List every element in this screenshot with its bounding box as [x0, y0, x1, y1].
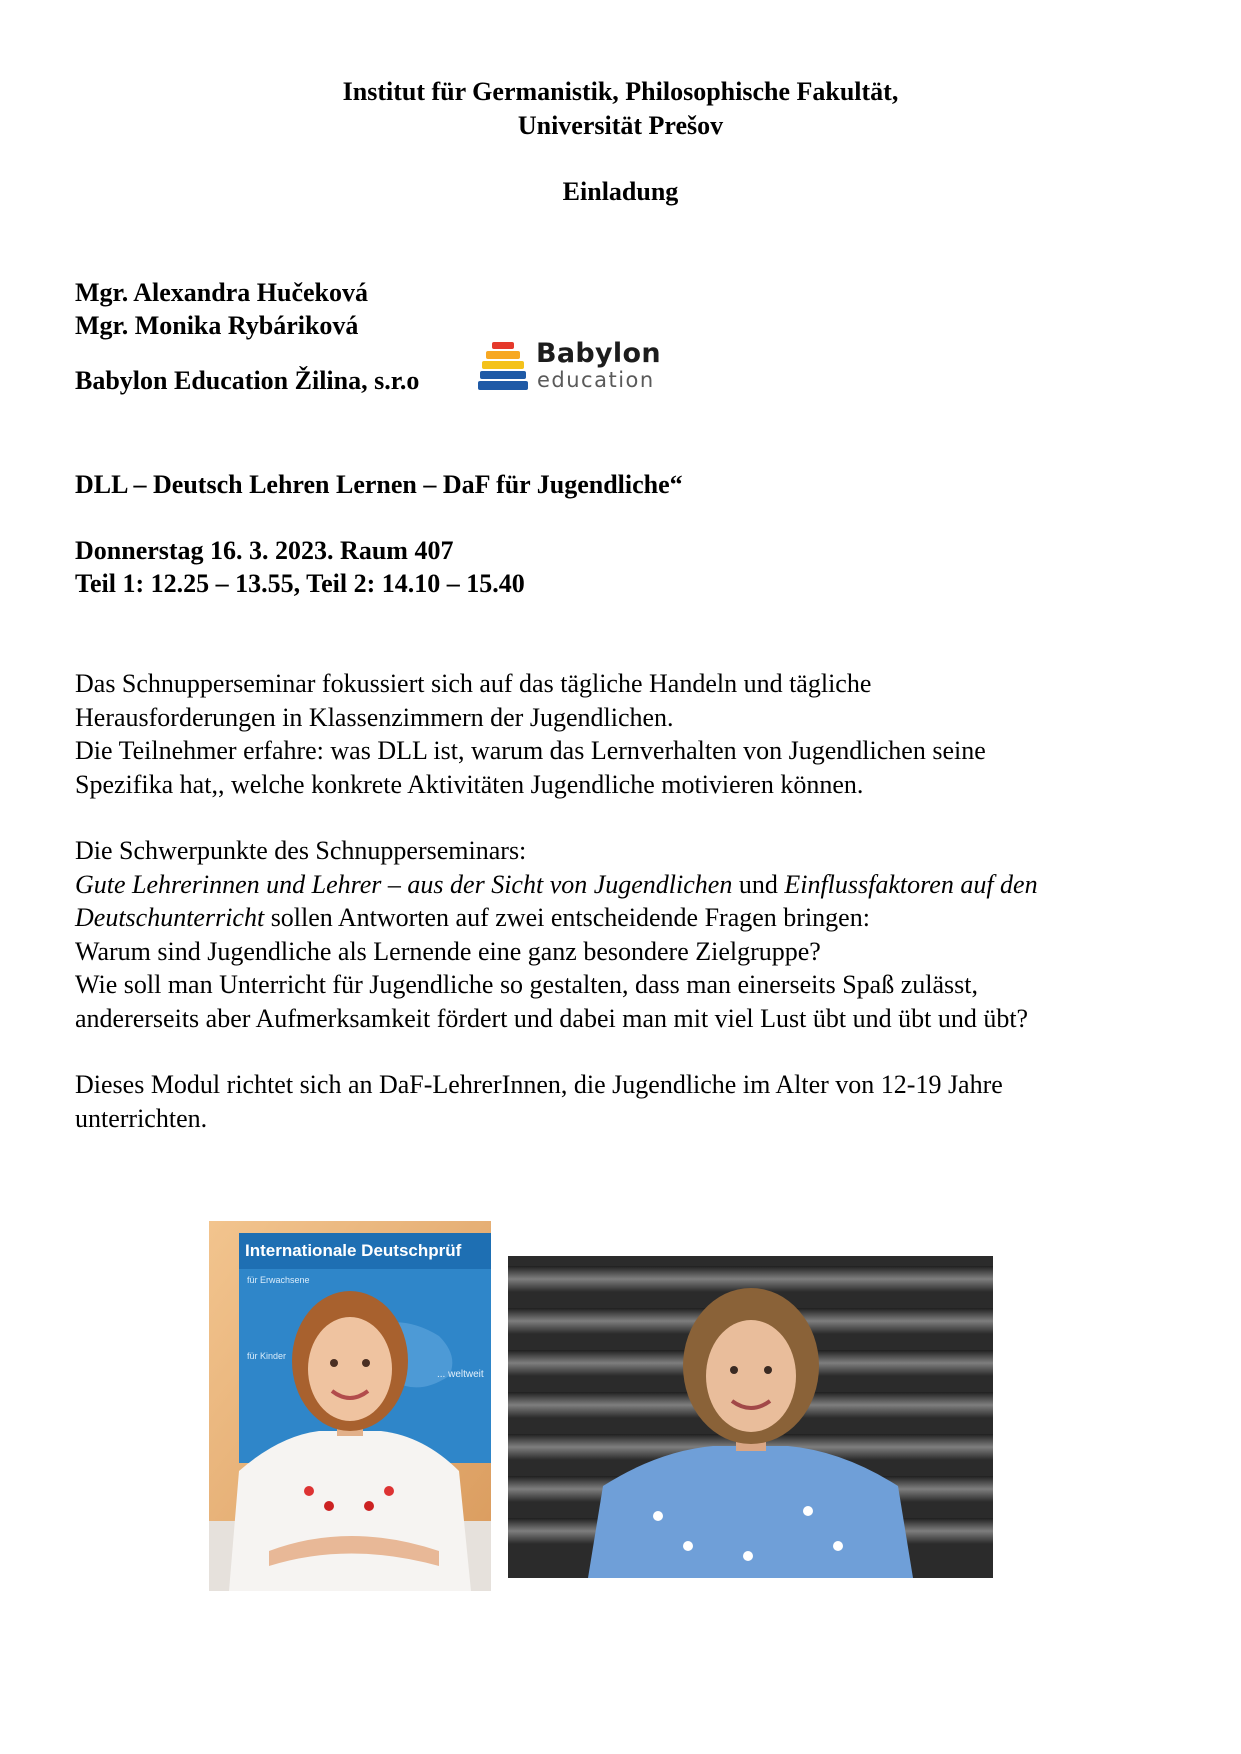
presenter-name-2: Mgr. Monika Rybáriková — [75, 311, 359, 340]
connector-text: und — [732, 869, 785, 899]
presenter-name-1: Mgr. Alexandra Hučeková — [75, 278, 368, 307]
event-time: Teil 1: 12.25 – 13.55, Teil 2: 14.10 – 15.40 — [75, 569, 525, 598]
institute-line: Institut für Germanistik, Philosophische Fakultät, — [342, 77, 899, 106]
presenter-photo-1 — [209, 1221, 491, 1591]
photo-banner-sub: für Kinder — [247, 1351, 287, 1361]
body-line: andererseits aber Aufmerksamkeit fördert und dabei man mit viel Lust übt und übt und übt? — [75, 1003, 1029, 1033]
body-line: Herausforderungen in Klassenzimmern der Jugendlichen. — [75, 702, 674, 732]
body-line: Die Schwerpunkte des Schnupperseminars: — [75, 836, 527, 865]
body-line: Das Schnupperseminar fokussiert sich auf das tägliche Handeln und tägliche — [75, 669, 872, 698]
event-title: DLL – Deutsch Lehren Lernen – DaF für Jugendliche“ — [75, 470, 683, 499]
photo-banner-sub: für Erwachsene — [247, 1275, 310, 1285]
university-line: Universität Prešov — [517, 111, 724, 140]
body-line — [75, 868, 1195, 902]
body-line: Warum sind Jugendliche als Lernende eine ganz besondere Zielgruppe? — [75, 936, 821, 966]
presenter-photo-2 — [508, 1256, 993, 1578]
babylon-logo — [478, 340, 678, 396]
paragraph-focus — [75, 834, 1195, 1035]
organization-name: Babylon Education Žilina, s.r.o — [75, 366, 420, 395]
paragraph-audience — [75, 1068, 1195, 1135]
portrait-image — [508, 1256, 993, 1578]
photo-banner-sub: ... weltweit — [437, 1369, 484, 1380]
page-title: Einladung — [562, 177, 679, 206]
body-line: Spezifika hat,, welche konkrete Aktivitäten Jugendliche motivieren können. — [75, 769, 864, 799]
body-line: unterrichten. — [75, 1103, 208, 1133]
body-line: Wie soll man Unterricht für Jugendliche so gestalten, dass man einerseits Spaß zulässt, — [75, 970, 978, 999]
paragraph-intro — [75, 667, 1195, 801]
italic-phrase: Einflussfaktoren auf den — [784, 869, 1038, 899]
logo-brand-text: Babylon — [536, 338, 661, 369]
body-line: Die Teilnehmer erfahre: was DLL ist, warum das Lernverhalten von Jugendlichen seine — [75, 736, 986, 765]
event-date: Donnerstag 16. 3. 2023. Raum 407 — [75, 536, 454, 565]
photo-banner-text: Internationale Deutschprüf — [245, 1241, 462, 1260]
body-line: Dieses Modul richtet sich an DaF-LehrerInnen, die Jugendliche im Alter von 12-19 Jahre — [75, 1070, 1003, 1099]
connector-text: sollen Antworten auf zwei entscheidende Fragen bringen: — [264, 903, 870, 932]
stacked-books-icon — [478, 340, 528, 396]
logo-sub-text: education — [537, 368, 655, 392]
italic-phrase: Deutschunterricht — [75, 903, 265, 932]
body-line — [75, 901, 1195, 935]
italic-phrase: Gute Lehrerinnen und Lehrer – aus der Sicht von Jugendlichen — [75, 869, 733, 899]
